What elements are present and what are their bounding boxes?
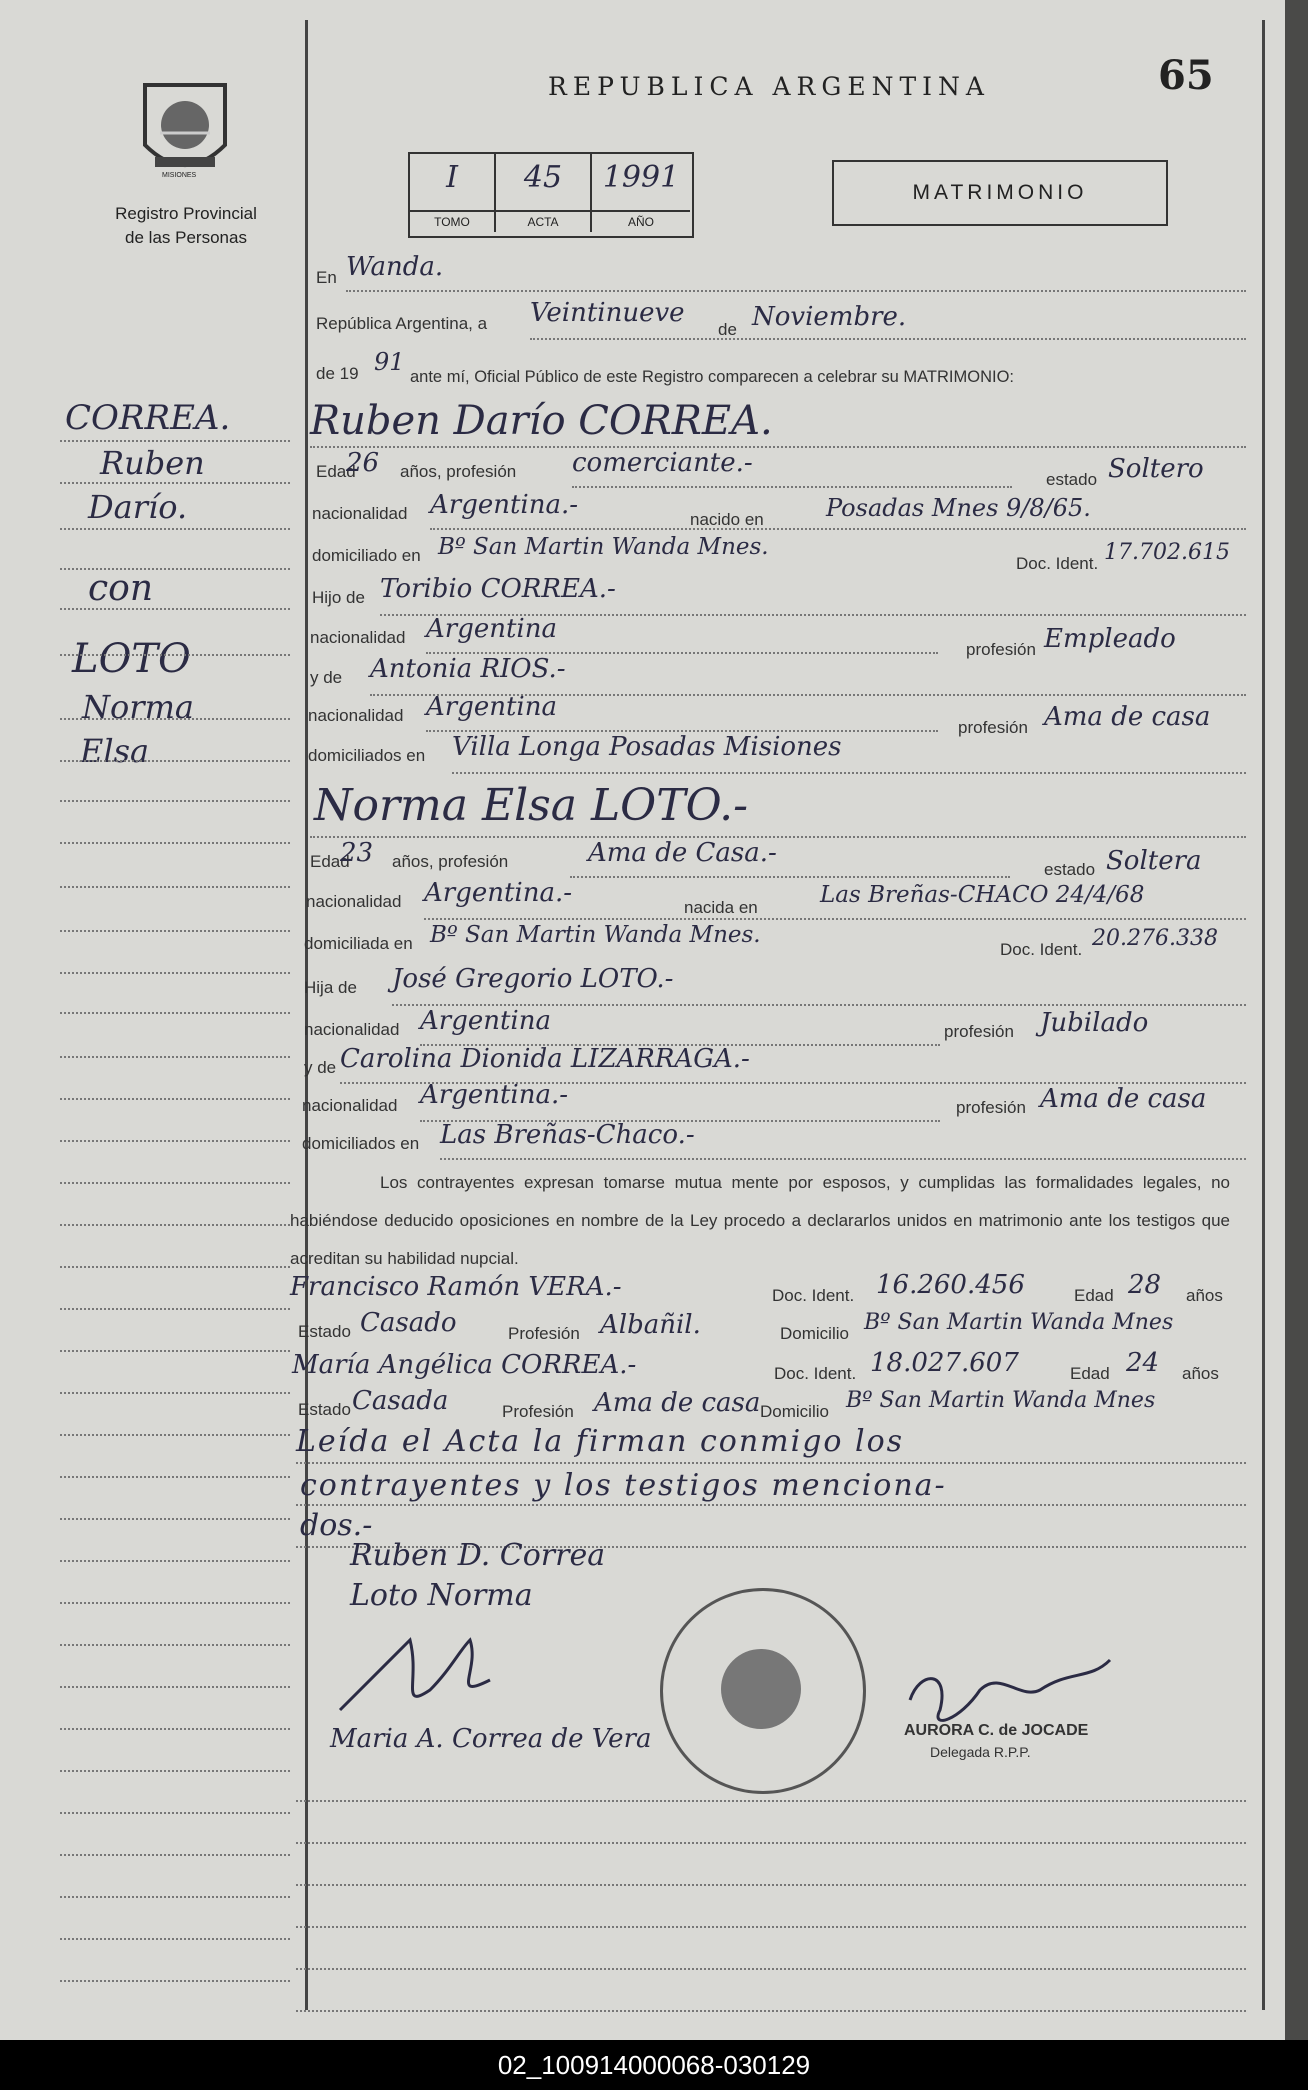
witness-2-address: Bº San Martin Wanda Mnes [846, 1388, 1156, 1413]
label-hijo: Hijo de [312, 588, 365, 607]
seal-caption: MISIONES [162, 172, 197, 179]
bride-birthplace: Las Breñas-CHACO 24/4/68 [820, 882, 1145, 908]
margin-con: con [88, 568, 154, 609]
closing-line-2: contrayentes y los testigos menciona- [300, 1468, 947, 1503]
label-doc: Doc. Ident. [1016, 554, 1099, 573]
margin-name-4: Elsa [80, 732, 150, 770]
label-witness-1-dom: Domicilio [780, 1324, 849, 1343]
label-de-mes: de [718, 320, 737, 339]
label-witness-2-dom: Domicilio [760, 1402, 829, 1421]
groom-mother-nationality: Argentina [426, 692, 557, 722]
provincial-seal-icon [130, 75, 240, 185]
margin-surname-1: CORREA. [65, 398, 231, 438]
signature-groom: Ruben D. Correa [350, 1538, 606, 1573]
bride-father: José Gregorio LOTO.- [392, 964, 674, 994]
label-witness-2-prof: Profesión [502, 1402, 574, 1421]
label-republica: República Argentina, a [316, 314, 488, 333]
registry-number-box [408, 152, 694, 238]
label-de19: de 19 [316, 364, 359, 383]
label-profesion: profesión [966, 640, 1036, 659]
acta-value: 45 [523, 160, 563, 195]
act-type-box: MATRIMONIO [832, 160, 1168, 226]
label-nacida: nacida en [684, 898, 758, 917]
label-nacionalidad-4: nacionalidad [306, 892, 402, 911]
bride-status: Soltera [1106, 846, 1202, 876]
signature-witness-1 [330, 1620, 530, 1730]
label-anos-prof-2: años, profesión [392, 852, 509, 871]
witness-1-status: Casado [360, 1308, 457, 1338]
ano-value: 1991 [602, 160, 680, 195]
margin-divider [305, 20, 308, 2010]
label-en: En [316, 268, 337, 287]
label-edad-2: Edad [310, 852, 350, 871]
right-border [1262, 20, 1265, 2010]
label-estado-2: estado [1044, 860, 1096, 879]
bride-mother-nationality: Argentina.- [420, 1080, 569, 1110]
registry-name-2: de las Personas [125, 228, 247, 247]
bride-name: Norma Elsa LOTO.- [314, 780, 748, 831]
bride-address: Bº San Martin Wanda Mnes. [430, 922, 761, 948]
label-doc-2: Doc. Ident. [1000, 940, 1083, 959]
witness-2-status: Casada [352, 1386, 449, 1416]
groom-doc: 17.702.615 [1104, 540, 1230, 565]
witness-1-profession: Albañil. [600, 1310, 701, 1340]
label-profesion-3: profesión [944, 1022, 1014, 1041]
label-comparecen: ante mí, Oficial Público de este Registro comparecen a celebrar su MATRIMONIO: [410, 368, 1015, 386]
label-anos-prof: años, profesión [400, 462, 517, 481]
bride-father-profession: Jubilado [1040, 1008, 1149, 1038]
label-witness-2-estado: Estado [298, 1400, 351, 1419]
groom-address: Bº San Martin Wanda Mnes. [438, 534, 769, 560]
registry-name: Registro Provincial [115, 204, 257, 223]
groom-mother-profession: Ama de casa [1044, 702, 1211, 732]
bride-nationality: Argentina.- [424, 878, 573, 908]
tomo-label: TOMO [410, 210, 494, 232]
label-estado: estado [1046, 470, 1098, 489]
bride-doc: 20.276.338 [1092, 926, 1218, 951]
official-name: AURORA C. de JOCADE [904, 1722, 1089, 1739]
signature-bride: Loto Norma [350, 1578, 533, 1613]
bride-parents-address: Las Breñas-Chaco.- [440, 1120, 695, 1150]
label-witness-2-edad: Edad [1070, 1364, 1110, 1383]
groom-mother: Antonia RIOS.- [370, 654, 566, 684]
groom-name: Ruben Darío CORREA. [310, 398, 773, 444]
label-domiciliados-2: domiciliados en [302, 1134, 420, 1153]
official-title: Delegada R.P.P. [930, 1744, 1031, 1760]
month-value: Noviembre. [752, 302, 907, 332]
acta-label: ACTA [496, 210, 590, 232]
margin-name-3: Norma [82, 688, 194, 726]
declaration-text: Los contrayentes expresan tomarse mutua mente por esposos, y cumplidas las formalidades legales, no habiéndose deducido oposiciones en nombre de la Ley procedo a declararlos unidos en matrimonio ante los testigos que acreditan su habilidad nupcial. [290, 1173, 1230, 1268]
groom-status: Soltero [1108, 454, 1204, 484]
groom-father: Toribio CORREA.- [380, 574, 616, 604]
groom-birthplace: Posadas Mnes 9/8/65. [826, 494, 1091, 522]
label-nacionalidad-3: nacionalidad [308, 706, 404, 725]
label-yde-2: y de [304, 1058, 337, 1077]
closing-line-1: Leída el Acta la firman conmigo los [296, 1424, 905, 1459]
groom-age: 26 [346, 448, 380, 478]
signature-witness-2: Maria A. Correa de Vera [330, 1724, 652, 1754]
label-nacido: nacido en [690, 510, 764, 529]
margin-surname-2: LOTO [72, 636, 191, 682]
label-witness-1-doc: Doc. Ident. [772, 1286, 855, 1305]
label-witness-1-estado: Estado [298, 1322, 351, 1341]
witness-2-doc: 18.027.607 [870, 1348, 1019, 1378]
bride-age: 23 [340, 838, 374, 868]
witness-2-age: 24 [1126, 1348, 1160, 1378]
bride-mother-profession: Ama de casa [1040, 1084, 1207, 1114]
witness-1-address: Bº San Martin Wanda Mnes [864, 1310, 1174, 1335]
label-yde: y de [310, 668, 343, 687]
ano-label: AÑO [592, 210, 690, 232]
groom-nationality: Argentina.- [430, 490, 579, 520]
groom-father-nationality: Argentina [426, 614, 557, 644]
label-domiciliados: domiciliados en [308, 746, 426, 765]
label-witness-1-prof: Profesión [508, 1324, 580, 1343]
label-nacionalidad-2: nacionalidad [310, 628, 406, 647]
label-witness-1-anos: años [1186, 1286, 1223, 1305]
margin-name-1: Ruben [100, 444, 205, 482]
place-value: Wanda. [346, 252, 444, 282]
witness-1-doc: 16.260.456 [876, 1270, 1025, 1300]
label-witness-2-doc: Doc. Ident. [774, 1364, 857, 1383]
label-nacionalidad-6: nacionalidad [302, 1096, 398, 1115]
witness-1-age: 28 [1128, 1270, 1162, 1300]
witness-2-name: María Angélica CORREA.- [292, 1350, 637, 1380]
day-value: Veintinueve [530, 298, 685, 328]
witness-2-profession: Ama de casa [594, 1388, 761, 1418]
groom-parents-address: Villa Longa Posadas Misiones [452, 732, 842, 762]
scan-filename: 02_100914000068-030129 [0, 2040, 1308, 2090]
groom-father-profession: Empleado [1044, 624, 1176, 654]
country-title: REPUBLICA ARGENTINA [548, 72, 990, 101]
bride-profession: Ama de Casa.- [588, 838, 777, 868]
label-witness-1-edad: Edad [1074, 1286, 1114, 1305]
witness-1-name: Francisco Ramón VERA.- [290, 1272, 622, 1302]
page-edge [1285, 0, 1308, 2040]
closing-line-3: dos.- [300, 1508, 373, 1543]
label-edad: Edad [316, 462, 356, 481]
label-nacionalidad-5: nacionalidad [304, 1020, 400, 1039]
label-profesion-4: profesión [956, 1098, 1026, 1117]
margin-name-2: Darío. [88, 488, 188, 526]
bride-mother: Carolina Dionida LIZARRAGA.- [340, 1044, 750, 1074]
groom-profession: comerciante.- [572, 448, 753, 478]
tomo-value: I [446, 160, 458, 195]
registry-stamp [660, 1588, 866, 1794]
label-profesion-2: profesión [958, 718, 1028, 737]
label-domiciliada: domiciliada en [304, 934, 413, 953]
bride-father-nationality: Argentina [420, 1006, 551, 1036]
label-domiciliado: domiciliado en [312, 546, 421, 565]
page-number: 65 [1158, 52, 1214, 99]
label-hija: Hija de [304, 978, 357, 997]
label-witness-2-anos: años [1182, 1364, 1219, 1383]
label-nacionalidad: nacionalidad [312, 504, 408, 523]
year-value: 91 [374, 348, 405, 376]
